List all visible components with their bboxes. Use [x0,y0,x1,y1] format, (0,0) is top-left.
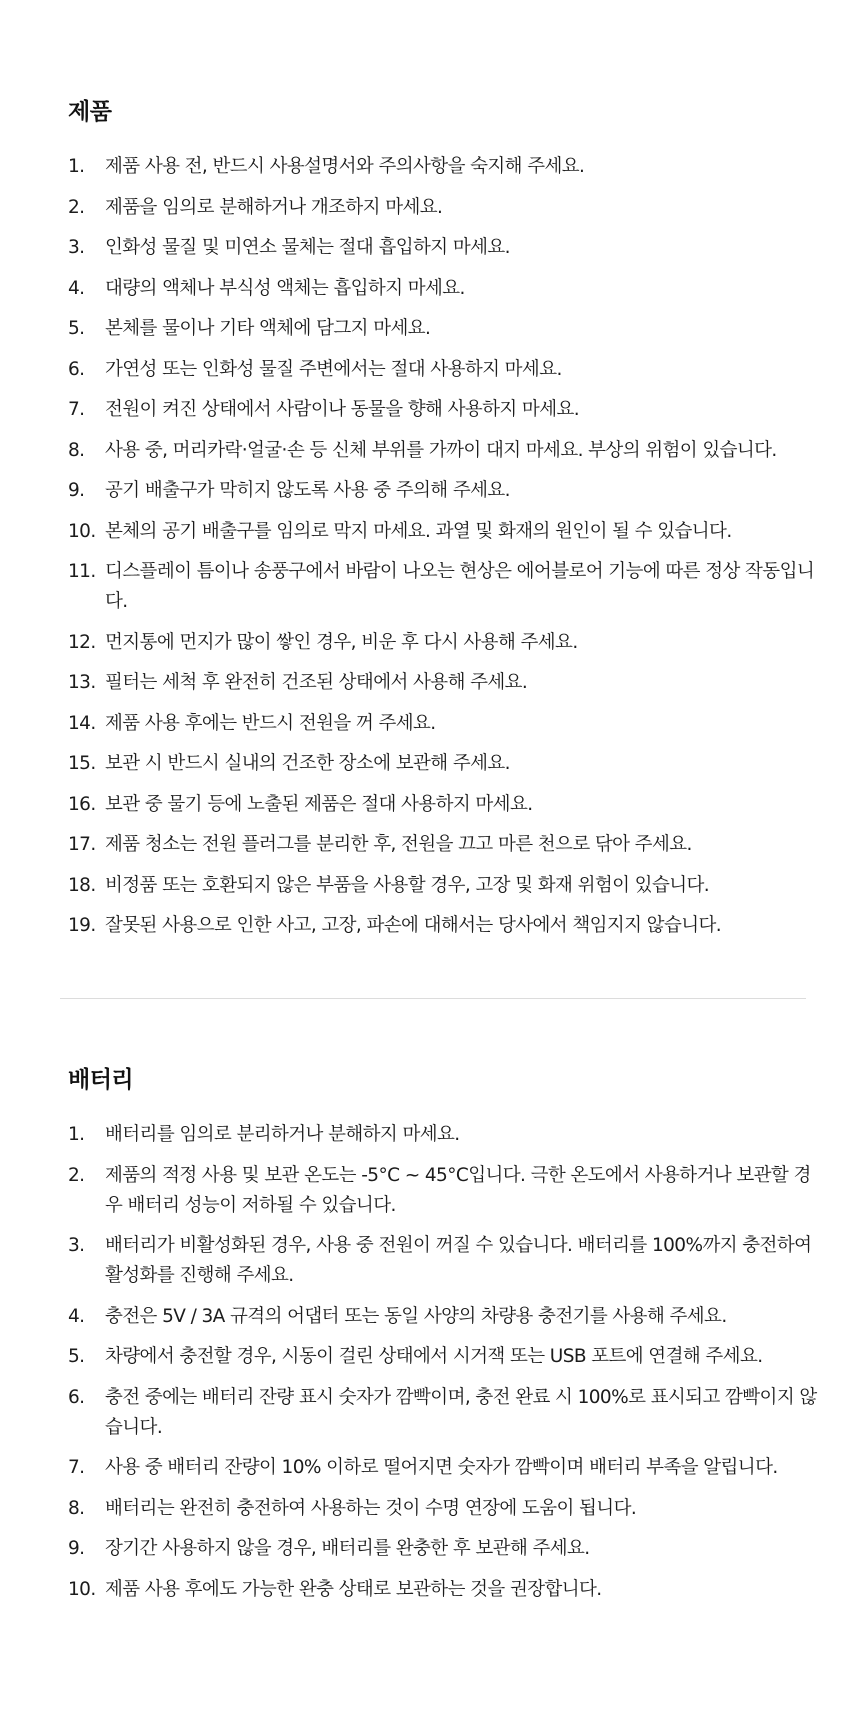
item-text: 제품 사용 후에는 반드시 전원을 꺼 주세요. [105,712,436,734]
list-item [68,1453,820,1483]
item-text: 제품 청소는 전원 플러그를 분리한 후, 전원을 끄고 마른 천으로 닦아 주세요. [105,834,692,855]
product-precautions-section [68,96,820,952]
item-number: 6. [68,1386,85,1408]
item-text: 본체의 공기 배출구를 임의로 막지 마세요. 과열 및 화재의 원인이 될 수 있습니다. [105,520,732,542]
item-text: 본체를 물이나 기타 액체에 담그지 마세요. [105,318,431,339]
item-text: 보관 중 물기 등에 노출된 제품은 절대 사용하지 마세요. [105,793,533,815]
item-text: 보관 시 반드시 실내의 건조한 장소에 보관해 주세요. [105,753,510,774]
item-number: 1. [68,156,85,177]
item-text: 제품의 적정 사용 및 보관 온도는 -5°C ~ 45°C입니다. 극한 온도에서 사용하거나 보관할 경우 배터리 성능이 저하될 수 있습니다. [105,1164,811,1216]
item-text: 충전은 5V / 3A 규격의 어댑터 또는 동일 사양의 차량용 충전기를 사용해 주세요. [105,1305,727,1327]
item-text: 배터리를 임의로 분리하거나 분해하지 마세요. [105,1124,460,1145]
item-number: 3. [68,237,85,258]
section-divider [60,998,806,999]
list-item [68,436,820,466]
item-text: 제품 사용 후에도 가능한 완충 상태로 보관하는 것을 권장합니다. [105,1578,602,1600]
item-text: 디스플레이 틈이나 송풍구에서 바람이 나오는 현상은 에어블로어 기능에 따른 정상 작동입니다. [105,561,815,612]
item-number: 6. [68,358,85,380]
list-item [68,152,820,182]
item-text: 제품을 임의로 분해하거나 개조하지 마세요. [105,196,443,218]
item-number: 2. [68,1164,85,1186]
item-number: 5. [68,1346,85,1367]
item-number: 9. [68,1538,85,1559]
list-item [68,1534,820,1564]
list-item [68,517,820,547]
item-text: 사용 중 배터리 잔량이 10% 이하로 떨어지면 숫자가 깜빡이며 배터리 부족을 알립니다. [105,1457,778,1478]
battery-precautions-section [68,1064,820,1615]
list-item [68,790,820,820]
item-number: 18. [68,874,96,896]
item-text: 전원이 켜진 상태에서 사람이나 동물을 향해 사용하지 마세요. [105,399,580,420]
list-item [68,1494,820,1524]
item-number: 3. [68,1235,85,1256]
item-number: 4. [68,277,85,299]
list-item [68,557,820,617]
item-number: 15. [68,753,96,774]
item-number: 1. [68,1124,85,1145]
list-item [68,274,820,304]
list-item [68,709,820,739]
list-item [68,1231,820,1291]
item-text: 차량에서 충전할 경우, 시동이 걸린 상태에서 시거잭 또는 USB 포트에 연결해 주세요. [105,1346,763,1367]
list-item [68,314,820,344]
product-section-title: 제품 [68,99,112,125]
item-text: 비정품 또는 호환되지 않은 부품을 사용할 경우, 고장 및 화재 위험이 있습니다. [105,874,710,896]
list-item [68,668,820,698]
item-number: 11. [68,561,96,582]
item-text: 먼지통에 먼지가 많이 쌓인 경우, 비운 후 다시 사용해 주세요. [105,631,578,653]
item-number: 16. [68,793,96,815]
item-number: 10. [68,1578,96,1600]
item-text: 장기간 사용하지 않을 경우, 배터리를 완충한 후 보관해 주세요. [105,1538,590,1559]
battery-section-title: 배터리 [68,1067,134,1093]
item-number: 19. [68,915,96,936]
list-item [68,749,820,779]
item-text: 필터는 세척 후 완전히 건조된 상태에서 사용해 주세요. [105,672,528,693]
list-item [68,628,820,658]
list-item [68,1302,820,1332]
list-item [68,193,820,223]
list-item [68,476,820,506]
item-number: 8. [68,439,85,461]
list-item [68,1342,820,1372]
list-item [68,355,820,385]
item-number: 12. [68,631,96,653]
item-number: 13. [68,672,96,693]
item-number: 14. [68,712,96,734]
list-item [68,395,820,425]
list-item [68,1575,820,1605]
product-precautions-list [68,152,820,941]
item-number: 5. [68,318,85,339]
item-text: 사용 중, 머리카락·얼굴·손 등 신체 부위를 가까이 대지 마세요. 부상의 위험이 있습니다. [105,439,777,461]
item-text: 충전 중에는 배터리 잔량 표시 숫자가 깜빡이며, 충전 완료 시 100%로 표시되고 깜빡이지 않습니다. [105,1386,817,1438]
item-number: 8. [68,1497,85,1519]
item-text: 배터리는 완전히 충전하여 사용하는 것이 수명 연장에 도움이 됩니다. [105,1497,637,1519]
item-text: 공기 배출구가 막히지 않도록 사용 중 주의해 주세요. [105,480,510,501]
battery-precautions-list [68,1120,820,1605]
item-number: 7. [68,1457,85,1478]
list-item [68,1161,820,1221]
item-text: 인화성 물질 및 미연소 물체는 절대 흡입하지 마세요. [105,237,510,258]
item-number: 17. [68,834,96,855]
item-text: 배터리가 비활성화된 경우, 사용 중 전원이 꺼질 수 있습니다. 배터리를 100%까지 충전하여 활성화를 진행해 주세요. [105,1235,812,1286]
item-text: 가연성 또는 인화성 물질 주변에서는 절대 사용하지 마세요. [105,358,562,380]
item-number: 4. [68,1305,85,1327]
list-item [68,233,820,263]
list-item [68,1383,820,1443]
item-text: 제품 사용 전, 반드시 사용설명서와 주의사항을 숙지해 주세요. [105,156,585,177]
list-item [68,911,820,941]
item-number: 2. [68,196,85,218]
list-item [68,830,820,860]
item-text: 잘못된 사용으로 인한 사고, 고장, 파손에 대해서는 당사에서 책임지지 않습니다. [105,915,722,936]
item-text: 대량의 액체나 부식성 액체는 흡입하지 마세요. [105,277,465,299]
item-number: 7. [68,399,85,420]
item-number: 9. [68,480,85,501]
list-item [68,1120,820,1150]
list-item [68,871,820,901]
item-number: 10. [68,520,96,542]
